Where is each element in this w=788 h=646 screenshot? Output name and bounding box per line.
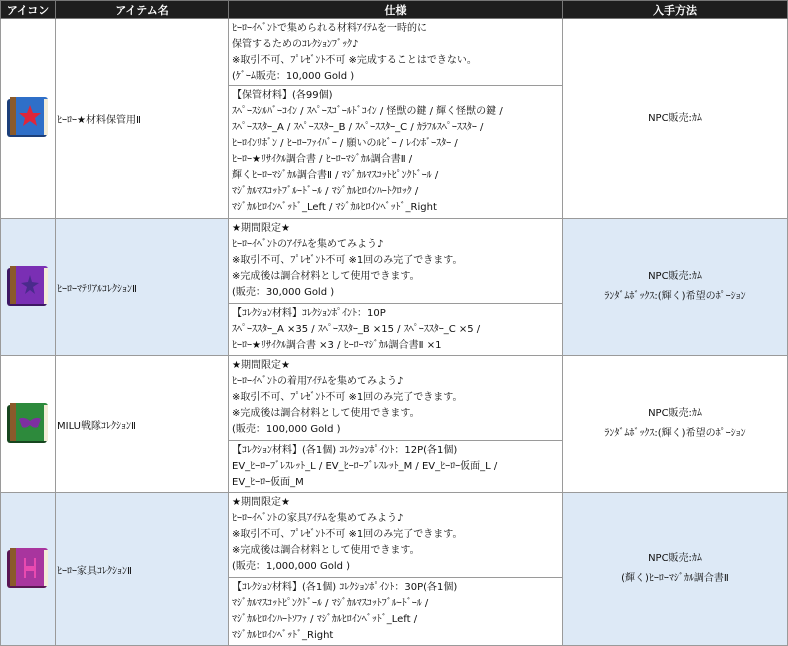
item-name: ﾋｰﾛｰﾏﾃﾘｱﾙｺﾚｸｼｮﾝⅡ bbox=[56, 219, 229, 356]
star-book-icon bbox=[4, 93, 52, 141]
item-name: ﾋｰﾛｰ家具ｺﾚｸｼｮﾝⅡ bbox=[56, 493, 229, 646]
header-icon: アイコン bbox=[1, 1, 56, 19]
icon-cell bbox=[1, 356, 56, 493]
item-acquire: NPC販売:ｶﾑ ﾗﾝﾀﾞﾑﾎﾞｯｸｽ:(輝く)希望のﾎﾟｰｼｮﾝ bbox=[563, 356, 788, 493]
item-spec-materials: 【ｺﾚｸｼｮﾝ材料】(各1個) ｺﾚｸｼｮﾝﾎﾟｲﾝﾄ：12P(各1個) EV_ﾋｰﾛｰﾌﾞﾚｽﾚｯﾄ_L / EV_ﾋｰﾛｰﾌﾞﾚｽﾚｯﾄ_M / EV_ﾋｰﾛｰ仮面_L / EV_ﾋｰﾛｰ仮面_M bbox=[229, 441, 563, 493]
mask-book-icon bbox=[4, 399, 52, 447]
item-spec-description: ★期間限定★ ﾋｰﾛｰｲﾍﾞﾝﾄの着用ｱｲﾃﾑを集めてみよう♪ ※取引不可、ﾌﾟﾚｾﾞﾝﾄ不可 ※1回のみ完了できます。 ※完成後は調合材料として使用できます。 (販売：100,000 Gold ) bbox=[229, 356, 563, 441]
furniture-book-icon bbox=[4, 544, 52, 592]
item-name: MILU戦隊ｺﾚｸｼｮﾝⅡ bbox=[56, 356, 229, 493]
table-row bbox=[1, 493, 788, 578]
item-spec-materials: 【ｺﾚｸｼｮﾝ材料】ｺﾚｸｼｮﾝﾎﾟｲﾝﾄ：10P ｽﾍﾟｰｽｽﾀｰ_A ×35 / ｽﾍﾟｰｽｽﾀｰ_B ×15 / ｽﾍﾟｰｽｽﾀｰ_C ×5 / ﾋｰﾛｰ★ﾘｻｲｸﾙ調合書 ×3 / ﾋｰﾛｰﾏｼﾞｶﾙ調合書Ⅱ ×1 bbox=[229, 304, 563, 356]
header-acquire: 入手方法 bbox=[563, 1, 788, 19]
item-spec-materials: 【保管材料】(各99個) ｽﾍﾟｰｽｼﾙﾊﾞｰｺｲﾝ / ｽﾍﾟｰｽｺﾞｰﾙﾄﾞｺｲﾝ / 怪獣の鍵 / 輝く怪獣の鍵 / ｽﾍﾟｰｽｽﾀｰ_A / ｽﾍﾟｰｽｽﾀｰ_B / ｽﾍﾟｰｽｽﾀｰ_C / ｶﾗﾌﾙｽﾍﾟｰｽｽﾀｰ / ﾋｰﾛｲﾝﾘﾎﾞﾝ / ﾋｰﾛｰﾌｧｲﾊﾞｰ / 願いのﾙﾋﾞｰ / ﾚｲﾝﾎﾞｰｽﾀｰ / ﾋｰﾛｰ★ﾘｻｲｸﾙ調合書 / ﾋｰﾛｰﾏｼﾞｶﾙ調合書Ⅱ / 輝くﾋｰﾛｰﾏｼﾞｶﾙ調合書Ⅱ / ﾏｼﾞｶﾙﾏｽｺｯﾄﾋﾟﾝｸﾄﾞｰﾙ / ﾏｼﾞｶﾙﾏｽｺｯﾄﾌﾞﾙｰﾄﾞｰﾙ / ﾏｼﾞｶﾙﾋﾛｲﾝﾊｰﾄｸﾛｯｸ / ﾏｼﾞｶﾙﾋﾛｲﾝﾍﾞｯﾄﾞ_Left / ﾏｼﾞｶﾙﾋﾛｲﾝﾍﾞｯﾄﾞ_Right bbox=[229, 86, 563, 219]
item-spec-materials: 【ｺﾚｸｼｮﾝ材料】(各1個) ｺﾚｸｼｮﾝﾎﾟｲﾝﾄ：30P(各1個) ﾏｼﾞｶﾙﾏｽｺｯﾄﾋﾟﾝｸﾄﾞｰﾙ / ﾏｼﾞｶﾙﾏｽｺｯﾄﾌﾞﾙｰﾄﾞｰﾙ / ﾏｼﾞｶﾙﾋﾛｲﾝﾊｰﾄｿﾌｧ / ﾏｼﾞｶﾙﾋﾛｲﾝﾍﾞｯﾄﾞ_Left / ﾏｼﾞｶﾙﾋﾛｲﾝﾍﾞｯﾄﾞ_Right bbox=[229, 578, 563, 646]
icon-cell bbox=[1, 19, 56, 219]
table-row bbox=[1, 19, 788, 86]
table-row bbox=[1, 219, 788, 304]
item-acquire: NPC販売:ｶﾑ bbox=[563, 19, 788, 219]
header-spec: 仕様 bbox=[229, 1, 563, 19]
item-spec-description: ★期間限定★ ﾋｰﾛｰｲﾍﾞﾝﾄの家具ｱｲﾃﾑを集めてみよう♪ ※取引不可、ﾌﾟﾚｾﾞﾝﾄ不可 ※1回のみ完了できます。 ※完成後は調合材料として使用できます。 (販売：1,000,000 Gold ) bbox=[229, 493, 563, 578]
magic-book-icon bbox=[4, 262, 52, 310]
icon-cell bbox=[1, 219, 56, 356]
item-spec-description: ★期間限定★ ﾋｰﾛｰｲﾍﾞﾝﾄのｱｲﾃﾑを集めてみよう♪ ※取引不可、ﾌﾟﾚｾﾞﾝﾄ不可 ※1回のみ完了できます。 ※完成後は調合材料として使用できます。 (販売：30,000 Gold ) bbox=[229, 219, 563, 304]
icon-cell bbox=[1, 493, 56, 646]
item-spec-description: ﾋｰﾛｰｲﾍﾞﾝﾄで集められる材料ｱｲﾃﾑを一時的に 保管するためのｺﾚｸｼｮﾝﾌﾞｯｸ♪ ※取引不可、ﾌﾟﾚｾﾞﾝﾄ不可 ※完成することはできない。 (ｹﾞｰﾑ販売：10,000 Gold ) bbox=[229, 19, 563, 86]
table-header-row bbox=[1, 1, 788, 19]
item-acquire: NPC販売:ｶﾑ ﾗﾝﾀﾞﾑﾎﾞｯｸｽ:(輝く)希望のﾎﾟｰｼｮﾝ bbox=[563, 219, 788, 356]
item-name: ﾋｰﾛｰ★材料保管用Ⅱ bbox=[56, 19, 229, 219]
table-row bbox=[1, 356, 788, 441]
header-name: アイテム名 bbox=[56, 1, 229, 19]
item-acquire: NPC販売:ｶﾑ (輝く)ﾋｰﾛｰﾏｼﾞｶﾙ調合書Ⅱ bbox=[563, 493, 788, 646]
